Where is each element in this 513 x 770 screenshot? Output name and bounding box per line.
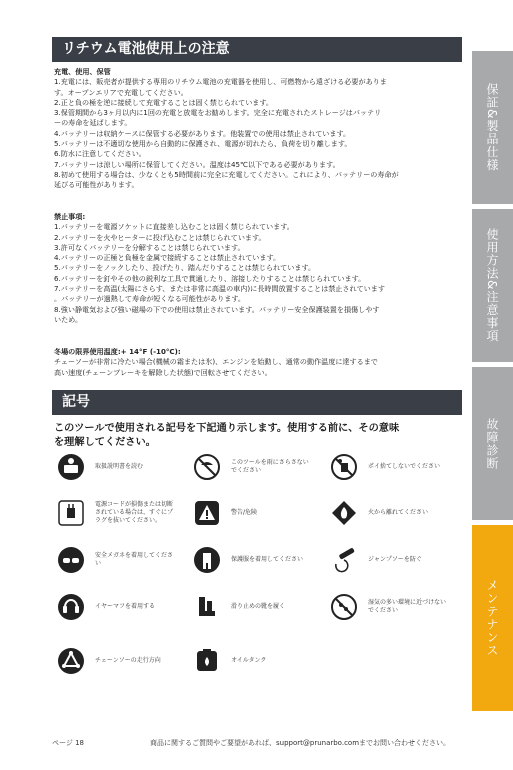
read-manual-icon xyxy=(57,453,85,481)
symbol-label: ポイ捨てしないでください xyxy=(368,463,441,470)
symbols-intro xyxy=(54,422,462,450)
section-title-symbols: 記号 xyxy=(52,390,462,415)
text-line: 延びる可能性があります。 xyxy=(54,180,139,190)
symbol-label: 警告/危険 xyxy=(231,509,258,516)
text-line: 2.バッテリーを火やヒーターに投げ込むことは禁じられています。 xyxy=(54,232,266,242)
text-line: 6.防水に注意してください。 xyxy=(54,149,146,159)
text-line: 7.バッテリーを高温(太陽にさらす、または非常に高温の車内)に長時間放置することは禁止されています xyxy=(54,284,385,294)
text-line: いため。 xyxy=(54,314,83,324)
footer-contact: 商品に関するご質問やご要望があれば、support@prunarbo.comまでお問い合わせください。 xyxy=(150,739,451,747)
flame-icon xyxy=(330,499,358,527)
section-title-battery: リチウム電池使用上の注意 xyxy=(52,37,462,62)
symbol-unplug xyxy=(57,499,175,527)
symbol-label: ジャンプソーを防ぐ xyxy=(368,556,422,563)
ear-muffs-icon xyxy=(57,593,85,621)
symbol-label: 電源コードが損傷または切断されている場合は、すぐにプラグを抜いてください。 xyxy=(95,501,174,524)
battery-precautions xyxy=(54,67,462,191)
symbol-read-manual xyxy=(57,453,175,481)
symbol-safety-boots xyxy=(193,593,311,621)
symbol-protective-clothing xyxy=(193,546,311,574)
text-line: 1.充電には、販売者が提供する専用のリチウム電池の充電器を使用し、可燃物から遠ざける必要がありま xyxy=(54,77,387,87)
no-rain-icon xyxy=(193,453,221,481)
text-line: 5.バッテリーは不適切な使用から自動的に保護され、電源が切れたら、負荷を切り離します。 xyxy=(54,139,352,149)
text-line: す。オープンエリアで充電してください。 xyxy=(54,87,188,97)
intro-line: このツールで使用される記号を下記通り示します。使用する前に、その意味 xyxy=(54,423,400,434)
tab-maintenance[interactable]: メンテナンス xyxy=(472,525,513,711)
symbol-chain-direction xyxy=(57,647,175,675)
symbol-label: 湿気の多い環境に近づけないでください xyxy=(368,599,447,614)
text-line: 7.バッテリーは涼しい場所に保管してください。温度は45℃以下である必要があります。 xyxy=(54,159,340,169)
symbol-label: チェーンソーの走行方向 xyxy=(95,657,161,664)
side-tabs xyxy=(472,51,513,711)
symbol-label: 取扱説明書を読む xyxy=(95,463,144,470)
text-line: 3.保管期間から3ヶ月以内に1回の充電と放電をお勧めします。完全に充電されたストレージはバッテリ xyxy=(54,108,382,118)
group-heading-charging: 充電、使用、保管 xyxy=(54,67,111,76)
page-number: ページ 18 xyxy=(52,739,84,747)
group-heading-winter: 冬場の限界使用温度:+ 14°F (-10°C): xyxy=(54,347,181,356)
text-line: 1.バッテリーを電源ソケットに直接差し込むことは固く禁じられています。 xyxy=(54,222,294,232)
symbol-no-rain xyxy=(193,453,311,481)
text-line: 2.正と負の極を逆に接続して充電することは固く禁じられています。 xyxy=(54,97,274,107)
text-line: 3.許可なくバッテリーを分解することは禁じられています。 xyxy=(54,242,245,252)
winter-limit xyxy=(54,347,462,378)
symbol-flame xyxy=(330,499,448,527)
text-line: 4.バッテリーの正極と負極を金属で接続することは禁止されています。 xyxy=(54,253,281,263)
symbol-label: イヤーマフを着用する xyxy=(95,603,156,610)
no-littering-icon xyxy=(330,453,358,481)
symbol-label: 保護服を着用してください xyxy=(231,556,304,563)
symbol-oil-tank xyxy=(193,647,311,675)
chain-direction-icon xyxy=(57,647,85,675)
tab-warranty-specs[interactable]: 保証&製品仕様 xyxy=(472,51,513,204)
symbol-no-littering xyxy=(330,453,448,481)
symbol-label: 火から離れてください xyxy=(368,509,429,516)
symbol-ear-muffs xyxy=(57,593,175,621)
symbol-label: 滑り止めの靴を履く xyxy=(231,603,286,610)
warning-icon xyxy=(193,499,221,527)
text-line: チェーソーが非常に冷たい場合(機械の霜または氷)、エンジンを始動し、通常の動作温度に達するまで xyxy=(54,357,378,367)
symbol-no-humid xyxy=(330,593,448,621)
unplug-icon xyxy=(57,499,85,527)
symbol-warning xyxy=(193,499,311,527)
intro-line: を理解してください。 xyxy=(54,437,156,448)
safety-glasses-icon xyxy=(57,546,85,574)
text-line: 6.バッテリーを釘やその他の鋭利な工具で貫通したり、溶接したりすることは禁じられています。 xyxy=(54,273,366,283)
symbol-label: 安全メガネを着用してください xyxy=(95,552,174,567)
symbol-safety-glasses xyxy=(57,546,175,574)
text-line: 5.バッテリーをノックしたり、投げたり、踏んだりすることは禁じられています。 xyxy=(54,263,316,273)
text-line: ーの寿命を延ばします。 xyxy=(54,118,132,128)
text-line: 4.バッテリーは収納ケースに保管する必要があります。他装置での使用は禁止されています。 xyxy=(54,128,351,138)
safety-boots-icon xyxy=(193,593,221,621)
symbol-label: このツールを雨にさらさないでください xyxy=(231,459,309,474)
group-heading-prohibited: 禁止事項: xyxy=(54,212,86,221)
text-line: 。バッテリーが過熱して寿命が短くなる可能性があります。 xyxy=(54,294,245,304)
prohibited-items xyxy=(54,212,462,325)
text-line: 8.初めて使用する場合は、少なくとも5時間前に完全に充電してください。これにより、バッテリーの寿命が xyxy=(54,169,399,179)
tab-troubleshooting[interactable]: 故障診断 xyxy=(472,367,513,520)
oil-tank-icon xyxy=(193,647,221,675)
protective-clothing-icon xyxy=(193,546,221,574)
no-jumping-chainsaw-icon xyxy=(330,546,358,574)
symbol-no-jumping-chainsaw xyxy=(330,546,448,574)
no-humid-icon xyxy=(330,593,358,621)
tab-usage-precautions[interactable]: 使用方法&注意事項 xyxy=(472,209,513,362)
text-line: 8.強い静電気および強い磁場の下での使用は禁止されています。バッテリー安全保護装置を損傷しやす xyxy=(54,304,380,314)
symbol-label: オイルタンク xyxy=(231,657,267,664)
text-line: 高い速度(チェーンブレーキを解除した状態)で回転させてください。 xyxy=(54,367,272,377)
